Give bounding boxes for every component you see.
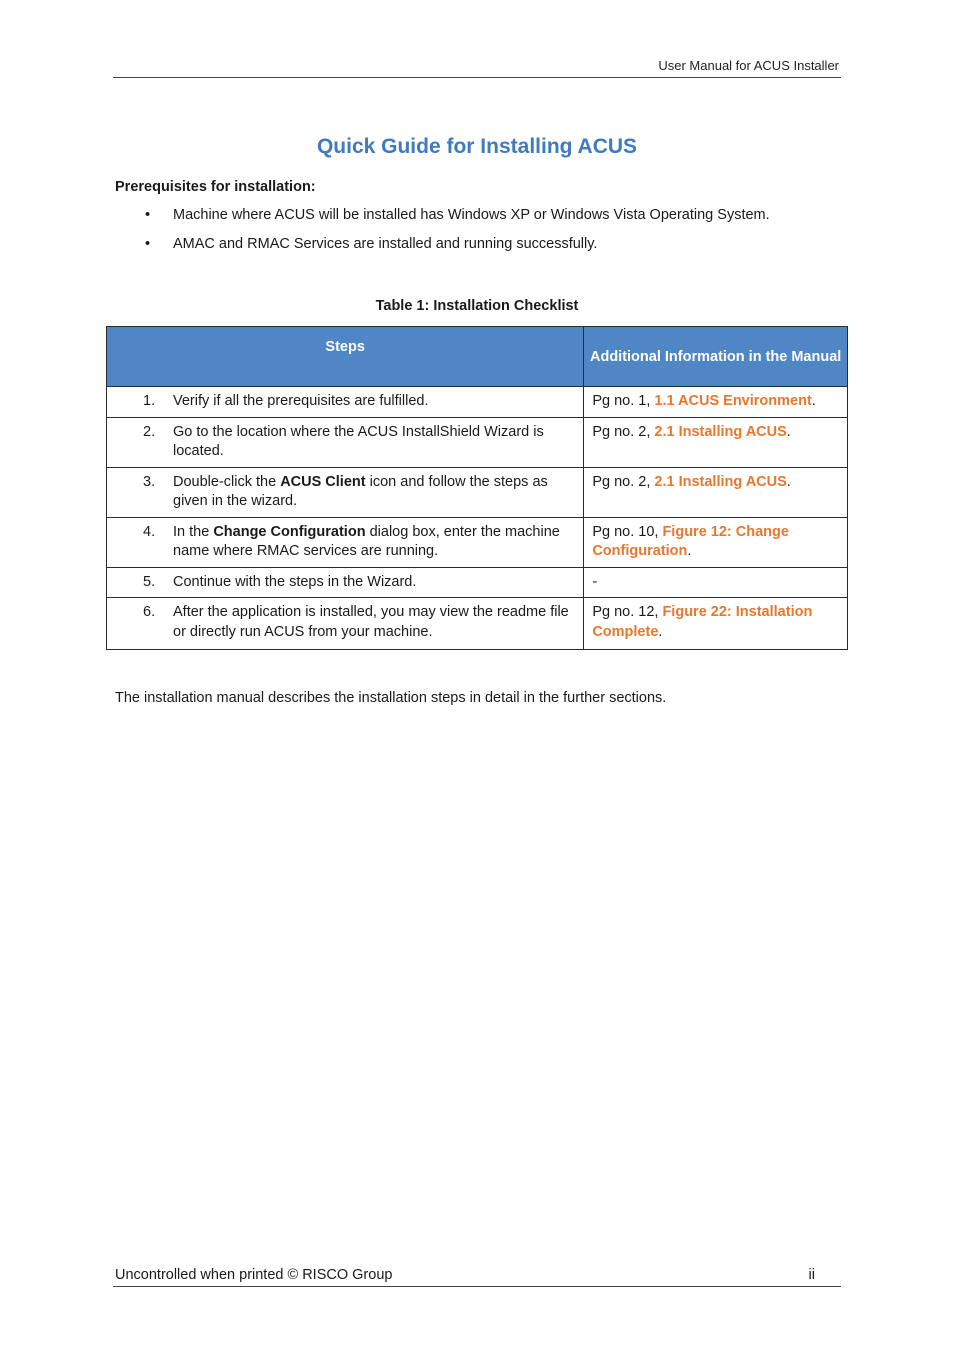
step-cell xyxy=(107,467,584,517)
info-text: Pg no. 2, xyxy=(592,473,655,490)
closing-paragraph: The installation manual describes the installation steps in detail in the further sections. xyxy=(115,690,667,706)
step-cell xyxy=(107,517,584,567)
info-cell xyxy=(584,417,848,467)
header-rule xyxy=(113,77,841,78)
table-row xyxy=(107,417,848,467)
bullet-icon: • xyxy=(145,236,151,252)
manual-link[interactable]: 2.1 Installing ACUS xyxy=(654,423,787,440)
page-number: ii xyxy=(808,1267,815,1283)
table-caption: Table 1: Installation Checklist xyxy=(375,298,579,314)
list-item-text: AMAC and RMAC Services are installed and running successfully. xyxy=(173,236,598,252)
info-text: - xyxy=(592,573,598,590)
prerequisites-heading: Prerequisites for installation: xyxy=(115,179,316,195)
column-header-info: Additional Information in the Manual xyxy=(584,327,848,387)
step-text-rest: icon and follow the steps as given in the wizard. xyxy=(173,473,548,509)
step-text: In the xyxy=(173,523,214,540)
column-header-steps: Steps xyxy=(107,327,584,387)
info-cell xyxy=(584,567,848,598)
running-header: User Manual for ACUS Installer xyxy=(658,58,839,73)
info-text: Pg no. 2, xyxy=(592,423,655,440)
step-text: Go to the location where the ACUS InstallShield Wizard is located. xyxy=(173,423,544,459)
step-cell xyxy=(107,417,584,467)
info-cell xyxy=(584,467,848,517)
list-item xyxy=(115,207,835,236)
table-row xyxy=(107,517,848,567)
manual-link[interactable]: Figure 12: Change Configuration xyxy=(592,523,789,559)
manual-link[interactable]: Figure 22: Installation Complete xyxy=(592,604,813,640)
info-cell xyxy=(584,598,848,650)
info-suffix: . xyxy=(786,473,791,490)
step-number: 2. xyxy=(143,423,156,440)
table-row xyxy=(107,598,848,650)
page-title: Quick Guide for Installing ACUS xyxy=(316,135,638,158)
table-row xyxy=(107,567,848,598)
step-cell xyxy=(107,567,584,598)
step-text: After the application is installed, you may view the readme file or directly run ACUS from your machine. xyxy=(173,604,569,640)
step-text: Verify if all the prerequisites are fulfilled. xyxy=(173,393,429,409)
table-row xyxy=(107,387,848,418)
step-cell xyxy=(107,387,584,418)
step-number: 1. xyxy=(143,393,156,409)
list-item-text: Machine where ACUS will be installed has Windows XP or Windows Vista Operating System. xyxy=(173,207,770,223)
step-number: 5. xyxy=(143,573,156,590)
manual-link[interactable]: 2.1 Installing ACUS xyxy=(654,473,787,490)
step-text-rest: dialog box, enter the machine name where RMAC services are running. xyxy=(173,523,560,559)
info-cell xyxy=(584,387,848,418)
installation-checklist-table xyxy=(106,326,848,650)
table-row xyxy=(107,467,848,517)
info-cell xyxy=(584,517,848,567)
info-suffix: . xyxy=(658,623,663,640)
info-suffix: . xyxy=(786,423,791,440)
info-text: Pg no. 12, xyxy=(592,604,663,620)
info-text: Pg no. 1, xyxy=(592,393,655,409)
step-text: Continue with the steps in the Wizard. xyxy=(173,573,417,590)
step-cell xyxy=(107,598,584,650)
info-suffix: . xyxy=(811,393,816,409)
footer-copyright: Uncontrolled when printed © RISCO Group xyxy=(115,1267,393,1283)
table-header-row xyxy=(107,327,848,387)
info-text: Pg no. 10, xyxy=(592,523,663,540)
manual-link[interactable]: 1.1 ACUS Environment xyxy=(654,393,812,409)
step-bold-term: ACUS Client xyxy=(280,473,366,490)
step-number: 3. xyxy=(143,473,156,490)
list-item xyxy=(115,236,835,265)
prerequisites-list xyxy=(115,207,835,265)
footer-rule xyxy=(113,1286,841,1287)
step-text: Double-click the xyxy=(173,473,281,490)
step-number: 4. xyxy=(143,523,156,540)
bullet-icon: • xyxy=(145,207,151,223)
step-number: 6. xyxy=(143,604,156,620)
info-suffix: . xyxy=(687,543,692,559)
step-bold-term: Change Configuration xyxy=(213,523,366,540)
